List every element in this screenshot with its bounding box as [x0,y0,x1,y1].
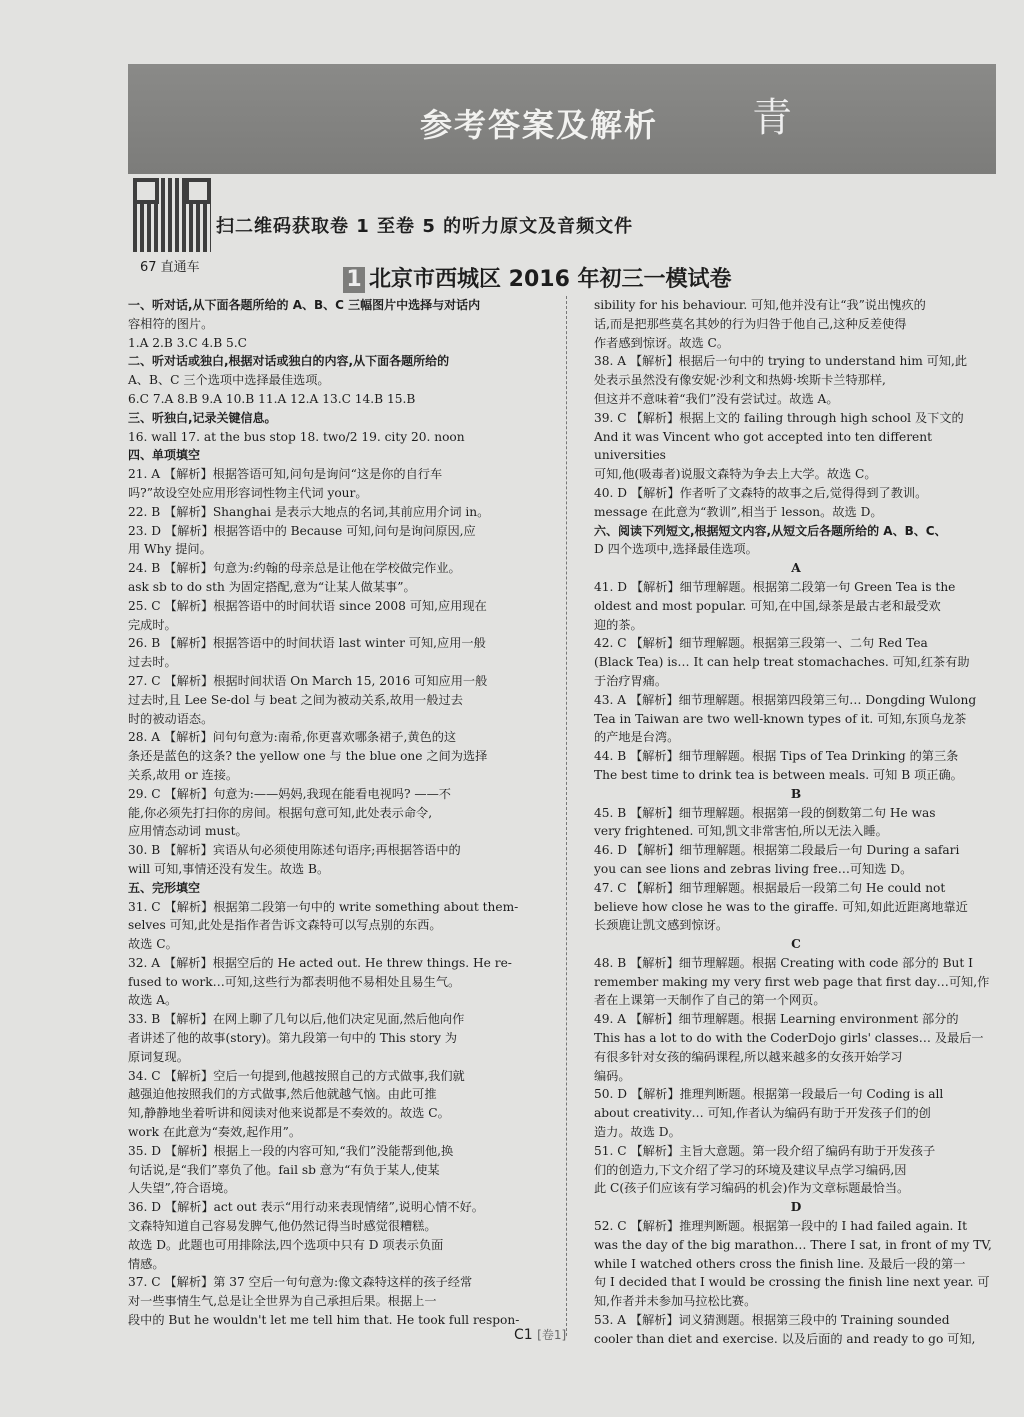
text-line: 知,作者并未参加马拉松比赛。 [594,1294,757,1309]
text-line: D [790,1200,802,1215]
text-line: 46. D 【解析】细节理解题。根据第二段最后一句 During a safari [594,843,960,858]
text-line: 能,你必须先打扫你的房间。根据句意可知,此处表示命令, [128,805,433,820]
text-line: 关系,故用 or 连接。 [128,767,239,782]
text-line: 编码。 [594,1068,631,1083]
text-line: 但这并不意味着“我们”没有尝试过。故选 A。 [594,391,839,406]
text-line: remember making my very first web page that first day…可知,作 [594,974,990,989]
right-column [594,296,998,1349]
text-line: 人失望”,符合语境。 [128,1181,236,1196]
text-line: 可知,他(吸毒者)说服文森特为争去上大学。故选 C。 [594,467,877,482]
text-line: (Black Tea) is… It can help treat stomachaches. 可知,红茶有助 [594,655,970,670]
text-line: 24. B 【解析】句意为:约翰的母亲总是让他在学校做完作业。 [128,561,461,576]
text-line: 40. D 【解析】作者听了文森特的故事之后,觉得得到了教训。 [594,485,928,500]
text-line: 完成时。 [128,617,177,632]
text-line: fused to work…可知,这些行为都表明他不易相处且易生气。 [128,974,461,989]
text-line: 25. C 【解析】根据答语中的时间状语 since 2008 可知,应用现在 [128,598,487,613]
text-line: 造力。故选 D。 [594,1125,681,1140]
text-line: believe how close he was to the giraffe. 可知,如此近距离地靠近 [594,899,968,914]
text-line: 的产地是台湾。 [594,730,680,745]
qr-label: 67 直通车 [140,260,200,275]
text-line: Tea in Taiwan are two well-known types of it. 可知,东顶乌龙茶 [594,711,967,726]
text-line: 于治疗胃痛。 [594,673,668,688]
text-line: This has a lot to do with the CoderDojo girls' classes… 及最后一 [594,1031,984,1046]
text-line: 1.A 2.B 3.C 4.B 5.C [128,335,248,350]
text-line: 26. B 【解析】根据答语中的时间状语 last winter 可知,应用一般 [128,636,486,651]
text-line: A、B、C 三个选项中选择最佳选项。 [128,373,330,388]
text-line: message 在此意为“教训”,相当于 lesson。故选 D。 [594,504,883,519]
exam-title [343,262,732,293]
text-line: 45. B 【解析】细节理解题。根据第一段的倒数第二句 He was [594,805,936,820]
text-line: 原词复现。 [128,1049,189,1064]
text-line: And it was Vincent who got accepted into ten different universities [594,429,932,463]
scan-instruction: 扫二维码获取卷 1 至卷 5 的听力原文及音频文件 [216,216,634,237]
text-line: 39. C 【解析】根据上文的 failing through high school 及下文的 [594,410,964,425]
text-line: C [791,937,801,952]
text-line: work 在此意为“奏效,起作用”。 [128,1125,302,1140]
qr-code-icon[interactable] [133,178,211,252]
text-line: 句话说,是“我们”辜负了他。fail sb 意为“有负于某人,使某 [128,1162,440,1177]
left-column [128,296,556,1330]
text-line: sibility for his behaviour. 可知,他并没有让“我”说出愧疚的 [594,298,926,312]
text-line: cooler than diet and exercise. 以及后面的 and ready to go 可知, [594,1331,976,1346]
text-line: 34. C 【解析】空后一句提到,他越按照自己的方式做事,我们就 [128,1068,465,1083]
page-number: C1 [514,1327,533,1343]
text-line: 此 C(孩子们应该有学习编码的机会)作为文章标题最恰当。 [594,1181,910,1196]
exam-title-text: 北京市西城区 2016 年初三一模试卷 [369,267,732,292]
text-line: 51. C 【解析】主旨大意题。第一段介绍了编码有助于开发孩子 [594,1143,936,1158]
text-line: 五、完形填空 [128,880,201,895]
text-line: oldest and most popular. 可知,在中国,绿茶是最古老和最受欢 [594,598,941,613]
text-line: 故选 C。 [128,937,178,952]
text-line: while I watched others cross the finish line. 及最后一段的第一 [594,1256,966,1271]
text-line: 作者感到惊讶。故选 C。 [594,335,730,350]
text-line: 21. A 【解析】根据答语可知,问句是询问“这是你的自行车 [128,467,443,482]
banner-title: 参考答案及解析 [420,106,659,144]
text-line: 迎的茶。 [594,617,643,632]
text-line: 43. A 【解析】细节理解题。根据第四段第三句… Dongding Wulong [594,692,977,707]
brand-logo-icon: 青 [752,95,792,141]
text-line: selves 可知,此处是指作者告诉文森特可以写点别的东西。 [128,918,442,933]
text-line: 6.C 7.A 8.B 9.A 10.B 11.A 12.A 13.C 14.B 15.B [128,391,416,406]
text-line: B [790,786,802,801]
exam-number-badge: 1 [343,267,365,293]
text-line: 47. C 【解析】细节理解题。根据最后一段第二句 He could not [594,880,946,895]
text-line: 37. C 【解析】第 37 空后一句句意为:像文森特这样的孩子经常 [128,1275,473,1290]
text-line: 50. D 【解析】推理判断题。根据第一段最后一句 Coding is all [594,1087,944,1102]
text-line: 28. A 【解析】问句句意为:南希,你更喜欢哪条裙子,黄色的这 [128,730,457,745]
text-line: will 可知,事情还没有发生。故选 B。 [128,861,330,876]
text-line: 52. C 【解析】推理判断题。根据第一段中的 I had failed again. It [594,1219,967,1234]
text-line: 段中的 But he wouldn't let me tell him that. He took full respon- [128,1313,520,1328]
text-line: was the day of the big marathon… There I sat, in front of my TV, [594,1237,992,1252]
text-line: 们的创造力,下文介绍了学习的环境及建议早点学习编码,因 [594,1162,907,1177]
text-line: 故选 D。此题也可用排除法,四个选项中只有 D 项表示负面 [128,1237,444,1252]
text-line: 应用情态动词 must。 [128,824,248,839]
text-line: 22. B 【解析】Shanghai 是表示大地点的名词,其前应用介词 in。 [128,504,490,519]
text-line: 49. A 【解析】细节理解题。根据 Learning environment 部分的 [594,1012,959,1027]
text-line: 句 I decided that I would be crossing the finish line next year. 可 [594,1275,990,1290]
text-line: 有很多针对女孩的编码课程,所以越来越多的女孩开始学习 [594,1049,903,1064]
text-line: 36. D 【解析】act out 表示“用行动来表现情绪”,说明心情不好。 [128,1200,484,1215]
text-line: 31. C 【解析】根据第二段第一句中的 write something about them- [128,899,519,914]
text-line: 六、阅读下列短文,根据短文内容,从短文后各题所给的 A、B、C、 [594,523,947,538]
text-line: 35. D 【解析】根据上一段的内容可知,“我们”没能帮到他,换 [128,1143,454,1158]
text-line: 文森特知道自己容易发脾气,他仍然记得当时感觉很糟糕。 [128,1219,437,1234]
text-line: 四、单项填空 [128,448,201,463]
text-line: 过去时,且 Lee Se-dol 与 beat 之间为被动关系,故用一般过去 [128,692,463,707]
text-line: D 四个选项中,选择最佳选项。 [594,542,758,557]
text-line: 一、听对话,从下面各题所给的 A、B、C 三幅图片中选择与对话内 [128,298,481,312]
text-line: 过去时。 [128,655,177,670]
text-line: 38. A 【解析】根据后一句中的 trying to understand him 可知,此 [594,354,968,369]
text-line: 42. C 【解析】细节理解题。根据第三段第一、二句 Red Tea [594,636,928,651]
text-line: 41. D 【解析】细节理解题。根据第二段第一句 Green Tea is the [594,579,956,594]
text-line: ask sb to do sth 为固定搭配,意为“让某人做某事”。 [128,579,416,594]
text-line: 处表示虽然没有像安妮·沙利文和热姆·埃斯卡兰特那样, [594,373,886,388]
text-line: 三、听独白,记录关键信息。 [128,410,277,425]
text-line: The best time to drink tea is between meals. 可知 B 项正确。 [594,767,963,782]
text-line: 条还是蓝色的这条? the yellow one 与 the blue one 之间为选择 [128,749,488,764]
text-line: A [791,561,801,576]
text-line: 48. B 【解析】细节理解题。根据 Creating with code 部分的 But I [594,955,973,970]
text-line: 知,静静地坐着听讲和阅读对他来说都是不奏效的。故选 C。 [128,1106,450,1121]
column-divider [566,296,567,1336]
text-line: 44. B 【解析】细节理解题。根据 Tips of Tea Drinking 的第三条 [594,749,959,764]
text-line: 话,而是把那些莫名其妙的行为归咎于他自己,这种反差使得 [594,316,907,331]
text-line: 者在上课第一天制作了自己的第一个网页。 [594,993,826,1008]
text-line: 29. C 【解析】句意为:——妈妈,我现在能看电视吗? ——不 [128,786,451,801]
header-banner [128,64,996,174]
text-line: 53. A 【解析】词义猜测题。根据第三段中的 Training sounded [594,1313,950,1328]
text-line: 27. C 【解析】根据时间状语 On March 15, 2016 可知应用一般 [128,673,488,688]
text-line: about creativity… 可知,作者认为编码有助于开发孩子们的创 [594,1106,931,1121]
text-line: 时的被动语态。 [128,711,214,726]
text-line: 情感。 [128,1256,165,1271]
text-line: 长颈鹿让凯文感到惊讶。 [594,918,729,933]
text-line: 32. A 【解析】根据空后的 He acted out. He threw things. He re- [128,955,512,970]
text-line: 30. B 【解析】宾语从句必须使用陈述句语序;再根据答语中的 [128,843,461,858]
text-line: 故选 A。 [128,993,178,1008]
text-line: 吗?”故设空处应用形容词性物主代词 your。 [128,485,368,500]
page-footer [514,1326,566,1343]
page-tag: [卷1] [537,1328,567,1342]
text-line: 越强迫他按照我们的方式做事,然后他就越气恼。由此可推 [128,1087,437,1102]
text-line: 对一些事情生气,总是让全世界为自己承担后果。根据上一 [128,1294,437,1309]
text-line: very frightened. 可知,凯文非常害怕,所以无法入睡。 [594,824,888,839]
text-line: you can see lions and zebras living free…可知选 D。 [594,861,913,876]
text-line: 33. B 【解析】在网上聊了几句以后,他们决定见面,然后他向作 [128,1012,465,1027]
text-line: 者讲述了他的故事(story)。第九段第一句中的 This story 为 [128,1031,458,1046]
text-line: 用 Why 提问。 [128,542,212,557]
text-line: 容相符的图片。 [128,316,214,331]
text-line: 23. D 【解析】根据答语中的 Because 可知,问句是询问原因,应 [128,523,476,538]
text-line: 二、听对话或独白,根据对话或独白的内容,从下面各题所给的 [128,354,450,369]
text-line: 16. wall 17. at the bus stop 18. two/2 19. city 20. noon [128,429,465,444]
